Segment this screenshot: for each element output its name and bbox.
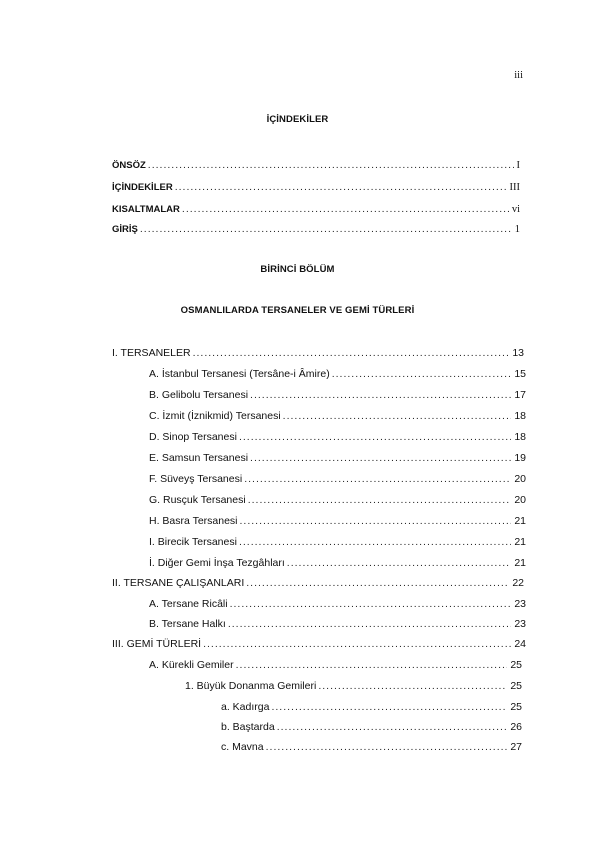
toc-entry[interactable]: [149, 451, 526, 465]
toc-title: İÇİNDEKİLER: [266, 114, 329, 125]
dot-leader: [250, 451, 511, 465]
toc-entry-title: F. Süveyş Tersanesi: [149, 473, 243, 485]
toc-entry-page: 18: [514, 431, 526, 443]
dot-leader: [287, 556, 512, 570]
toc-entry-contents[interactable]: [112, 180, 520, 194]
dot-leader: [318, 679, 507, 693]
toc-entry-title: B. Tersane Halkı: [149, 618, 226, 630]
dot-leader: [193, 346, 510, 360]
dot-leader: [277, 720, 508, 734]
toc-entry-title: I. Birecik Tersanesi: [149, 536, 237, 548]
dot-leader: [244, 472, 511, 486]
toc-entry[interactable]: [112, 637, 526, 651]
toc-entry-title: GİRİŞ: [112, 224, 138, 235]
dot-leader: [148, 158, 514, 172]
toc-entry-title: D. Sinop Tersanesi: [149, 431, 237, 443]
toc-entry-title: a. Kadırga: [221, 701, 270, 713]
dot-leader: [239, 535, 511, 549]
toc-entry-title: A. Tersane Ricâli: [149, 598, 228, 610]
toc-entry-title: b. Baştarda: [221, 721, 275, 733]
dot-leader: [250, 388, 511, 402]
dot-leader: [239, 430, 511, 444]
toc-entry[interactable]: [149, 493, 526, 507]
toc-entry-title: C. İzmit (İznikmid) Tersanesi: [149, 410, 281, 422]
toc-entry-title: A. Kürekli Gemiler: [149, 659, 234, 671]
toc-entry-page: 25: [510, 659, 522, 671]
toc-entry-page: 18: [514, 410, 526, 422]
toc-entry-page: 24: [514, 638, 526, 650]
toc-entry[interactable]: [185, 679, 522, 693]
toc-entry-page: 25: [510, 701, 522, 713]
toc-entry[interactable]: [149, 658, 522, 672]
toc-entry-title: 1. Büyük Donanma Gemileri: [185, 680, 317, 692]
toc-entry-page: 23: [514, 618, 526, 630]
toc-entry[interactable]: [149, 409, 526, 423]
toc-entry[interactable]: [149, 535, 526, 549]
toc-entry-title: KISALTMALAR: [112, 204, 180, 215]
toc-entry-page: 15: [514, 368, 526, 380]
toc-entry-title: H. Basra Tersanesi: [149, 515, 238, 527]
toc-entry-page: 22: [512, 577, 524, 589]
dot-leader: [228, 617, 511, 631]
toc-entry-title: II. TERSANE ÇALIŞANLARI: [112, 577, 245, 589]
toc-entry-page: vi: [511, 204, 520, 215]
toc-entry-page: 20: [514, 473, 526, 485]
toc-entry[interactable]: [112, 346, 524, 360]
dot-leader: [236, 658, 508, 672]
dot-leader: [248, 493, 512, 507]
dot-leader: [266, 740, 508, 754]
dot-leader: [240, 514, 512, 528]
chapter-title: OSMANLILARDA TERSANELER VE GEMİ TÜRLERİ: [180, 305, 415, 316]
toc-entry-page: 20: [514, 494, 526, 506]
toc-entry[interactable]: [149, 556, 526, 570]
dot-leader: [271, 700, 507, 714]
toc-entry[interactable]: [149, 430, 526, 444]
page-number: iii: [514, 70, 523, 81]
toc-entry-page: 27: [510, 741, 522, 753]
toc-entry[interactable]: [149, 367, 526, 381]
dot-leader: [182, 202, 509, 216]
toc-entry-page: III: [509, 182, 520, 193]
toc-entry-title: III. GEMİ TÜRLERİ: [112, 638, 202, 650]
toc-entry-title: I. TERSANELER: [112, 347, 191, 359]
toc-entry-page: 1: [514, 224, 520, 235]
toc-entry-page: 25: [510, 680, 522, 692]
toc-entry-title: c. Mavna: [221, 741, 264, 753]
toc-entry[interactable]: [149, 472, 526, 486]
toc-entry-page: 23: [514, 598, 526, 610]
toc-entry-title: G. Rusçuk Tersanesi: [149, 494, 246, 506]
dot-leader: [332, 367, 512, 381]
toc-entry-page: 19: [514, 452, 526, 464]
toc-entry[interactable]: [221, 740, 522, 754]
toc-entry-abbreviations[interactable]: [112, 202, 520, 216]
dot-leader: [140, 222, 512, 236]
dot-leader: [246, 576, 509, 590]
toc-entry[interactable]: [149, 514, 526, 528]
toc-entry-title: A. İstanbul Tersanesi (Tersâne-i Âmire): [149, 368, 330, 380]
dot-leader: [203, 637, 511, 651]
dot-leader: [175, 180, 507, 194]
toc-entry-title: B. Gelibolu Tersanesi: [149, 389, 249, 401]
toc-entry[interactable]: [221, 700, 522, 714]
dot-leader: [230, 597, 512, 611]
toc-entry-title: E. Samsun Tersanesi: [149, 452, 249, 464]
toc-entry-page: 21: [514, 536, 526, 548]
toc-entry-page: 21: [514, 515, 526, 527]
toc-entry[interactable]: [149, 617, 526, 631]
toc-entry[interactable]: [221, 720, 522, 734]
part-title: BİRİNCİ BÖLÜM: [260, 264, 335, 275]
toc-entry-page: 13: [512, 347, 524, 359]
toc-entry-page: 17: [514, 389, 526, 401]
toc-entry-title: İ. Diğer Gemi İnşa Tezgâhları: [149, 557, 285, 569]
toc-entry[interactable]: [149, 388, 526, 402]
toc-entry-title: İÇİNDEKİLER: [112, 182, 173, 193]
toc-entry-page: 26: [510, 721, 522, 733]
dot-leader: [283, 409, 512, 423]
toc-entry-preface[interactable]: [112, 158, 520, 172]
toc-entry[interactable]: [112, 576, 524, 590]
toc-entry-introduction[interactable]: [112, 222, 520, 236]
toc-entry-title: ÖNSÖZ: [112, 160, 146, 171]
toc-entry-page: 21: [514, 557, 526, 569]
toc-entry[interactable]: [149, 597, 526, 611]
toc-entry-page: I: [516, 160, 520, 171]
